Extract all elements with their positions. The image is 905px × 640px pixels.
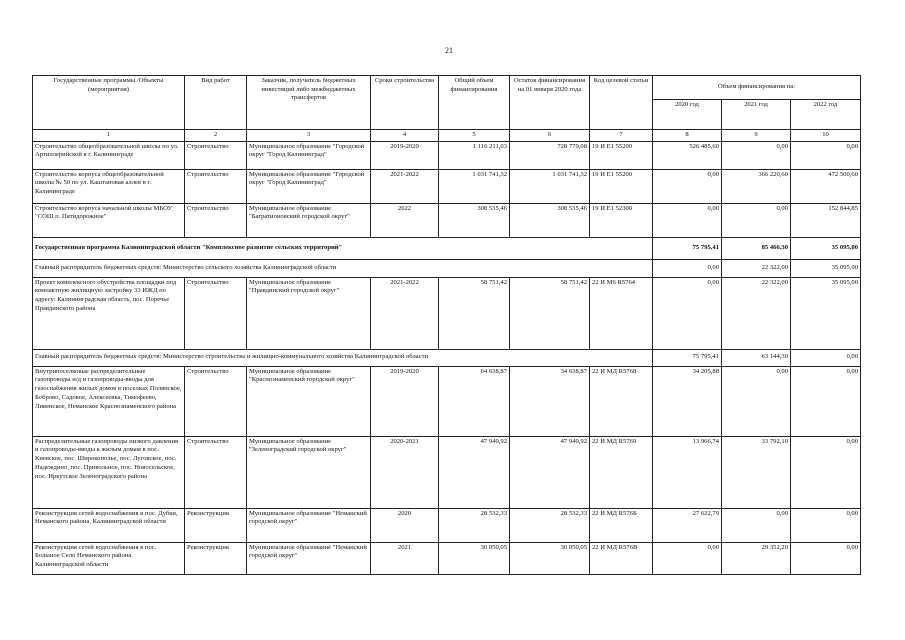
customer: Муниципальное образование "Городской округ "Город Калининград" [247,169,371,203]
work-type: Строительство [185,203,247,237]
amount-2020: 0,00 [653,169,722,203]
header-year-2020: 2020 год [653,100,722,130]
period: 2019-2020 [371,141,439,169]
work-type: Строительство [185,141,247,169]
customer: Муниципальное образование "Зеленоградский городской округ" [247,436,371,508]
program-title: Государственная программа Калининградской области "Комплексное развитие сельских территорий" [33,237,653,259]
object-name: Строительство корпуса общеобразовательной школы № 50 по ул. Каштановая аллея в г. Калининграде [33,169,185,203]
total: 28 532,33 [439,508,510,542]
amount-2022: 0,00 [791,542,861,574]
table-row [33,203,861,237]
amount-2022: 35 095,00 [791,259,861,277]
amount-2021: 29 352,20 [722,542,791,574]
total: 58 751,42 [439,277,510,349]
amount-2022: 472 500,60 [791,169,861,203]
total: 47 940,92 [439,436,510,508]
col-num: 7 [590,130,653,142]
amount-2022: 0,00 [791,436,861,508]
amount-2021: 22 322,00 [722,277,791,349]
code: 22 И МД R576В [590,542,653,574]
header-programs: Государственные программы /Объекты (мероприятия) [33,76,185,130]
amount-2022: 0,00 [791,141,861,169]
customer: Муниципальное образование "Правдинский городской округ" [247,277,371,349]
balance: 58 751,42 [510,277,590,349]
header-total: Общий объем финансирования [439,76,510,130]
object-name: Внутрипоселковые распределительные газопроводы н/д и газопроводы-вводы для газоснабжения жилых домов в поселках Полянское, Боброво, Садовое, Алексеевка, Тимофеево, Ливенское, Неманское Краснознаменского района [33,366,185,436]
balance: 1 031 741,32 [510,169,590,203]
total: 64 638,87 [439,366,510,436]
header-code: Код целевой статьи [590,76,653,130]
amount-2021: 0,00 [722,203,791,237]
total: 30 050,05 [439,542,510,574]
object-name: Распределительные газопроводы низкого давления и газопроводы-вводы к жилым домам в пос. Киевское, пос. Широкополье, пос. Луговское, пос. Надеждино, пос. Привольное, пос. Новосельское, пос. Иркутское Зеленоградского района [33,436,185,508]
program-row [33,237,861,259]
amount-2021: 22 322,00 [722,259,791,277]
header-year-2021: 2021 год [722,100,791,130]
code: 22 И М6 R5764 [590,277,653,349]
code: 19 И Е1 55200 [590,141,653,169]
object-name: Реконструкция сетей водоснабжения в пос. Большое Село Неманского района Калининградской области [33,542,185,574]
work-type: Реконструкция [185,508,247,542]
col-num: 4 [371,130,439,142]
code: 19 И Е1 55200 [590,169,653,203]
amount-2022: 0,00 [791,508,861,542]
table-row [33,508,861,542]
amount-2020: 13 966,74 [653,436,722,508]
period: 2021-2022 [371,277,439,349]
total: 1 116 211,03 [439,141,510,169]
col-num: 5 [439,130,510,142]
amount-2020: 27 622,79 [653,508,722,542]
period: 2021-2022 [371,169,439,203]
table-row [33,141,861,169]
period: 2022 [371,203,439,237]
amount-2022: 0,00 [791,366,861,436]
amount-2020: 0,00 [653,277,722,349]
header-balance: Остаток финансирования на 01 января 2020 года [510,76,590,130]
object-name: Строительство корпуса начальной школы МБОУ "СОШ п. Пятидорожное" [33,203,185,237]
financing-table [32,75,861,575]
amount-2022: 152 844,85 [791,203,861,237]
balance: 308 535,46 [510,203,590,237]
amount-2022: 35 095,00 [791,277,861,349]
col-num: 1 [33,130,185,142]
col-num: 2 [185,130,247,142]
period: 2021 [371,542,439,574]
balance: 34 638,87 [510,366,590,436]
amount-2021: 366 220,60 [722,169,791,203]
table-row [33,169,861,203]
table-row [33,436,861,508]
total: 1 031 741,32 [439,169,510,203]
header-customer: Заказчик, получатель бюджетных инвестиций либо межбюджетных трансфертов [247,76,371,130]
manager-title: Главный распорядитель бюджетных средств: Министерство сельского хозяйства Калининградской области [33,259,653,277]
work-type: Строительство [185,277,247,349]
work-type: Строительство [185,436,247,508]
table-row [33,542,861,574]
page-number: 21 [445,46,453,55]
header-year-2022: 2022 год [791,100,861,130]
code: 19 И Е1 52300 [590,203,653,237]
col-num: 3 [247,130,371,142]
amount-2020: 75 795,41 [653,349,722,366]
amount-2021: 33 792,10 [722,436,791,508]
balance: 30 050,05 [510,542,590,574]
work-type: Реконструкция [185,542,247,574]
customer: Муниципальное образование "Неманский городской округ" [247,542,371,574]
balance: 28 532,33 [510,508,590,542]
table-row [33,277,861,349]
balance: 47 940,92 [510,436,590,508]
amount-2021: 0,00 [722,508,791,542]
amount-2022: 35 095,00 [791,237,861,259]
amount-2020: 75 795,41 [653,237,722,259]
object-name: Проект комплексного обустройства площадки под компактную жилищную застройку 33 ИЖД по адресу: Калининградская область, пос. Поречье Правдинского района [33,277,185,349]
amount-2021: 0,00 [722,366,791,436]
table-row [33,366,861,436]
work-type: Строительство [185,366,247,436]
col-num: 6 [510,130,590,142]
amount-2022: 0,00 [791,349,861,366]
amount-2020: 0,00 [653,259,722,277]
amount-2020: 526 485,60 [653,141,722,169]
period: 2019-2020 [371,366,439,436]
period: 2020 [371,508,439,542]
customer: Муниципальное образование "Багратионовский городской округ" [247,203,371,237]
header-period: Сроки строительства [371,76,439,130]
amount-2020: 34 205,88 [653,366,722,436]
balance: 728 779,08 [510,141,590,169]
customer: Муниципальное образование "Краснознаменский городской округ" [247,366,371,436]
amount-2021: 63 144,30 [722,349,791,366]
code: 22 И МД R576Б [590,508,653,542]
manager-row [33,259,861,277]
amount-2020: 0,00 [653,203,722,237]
amount-2020: 0,00 [653,542,722,574]
col-num: 9 [722,130,791,142]
code: 22 И МД R5769 [590,436,653,508]
customer: Муниципальное образование "Городской округ "Город Калининград" [247,141,371,169]
amount-2021: 85 466,30 [722,237,791,259]
header-funding: Объем финансирования на: [653,76,861,100]
customer: Муниципальное образование "Неманский городской округ" [247,508,371,542]
code: 22 И МД R5768 [590,366,653,436]
period: 2020-2021 [371,436,439,508]
work-type: Строительство [185,169,247,203]
total: 308 535,46 [439,203,510,237]
manager-row [33,349,861,366]
col-num: 8 [653,130,722,142]
object-name: Реконструкция сетей водоснабжения в пос. Дубки, Неманского района, Калининградской области [33,508,185,542]
amount-2021: 0,00 [722,141,791,169]
col-num: 10 [791,130,861,142]
header-work-type: Вид работ [185,76,247,130]
object-name: Строительство общеобразовательной школы по ул. Артиллерийской в г. Калининграде [33,141,185,169]
manager-title: Главный распорядитель бюджетных средств: Министерство строительства и жилищно-коммунального хозяйства Калининградской области [33,349,653,366]
